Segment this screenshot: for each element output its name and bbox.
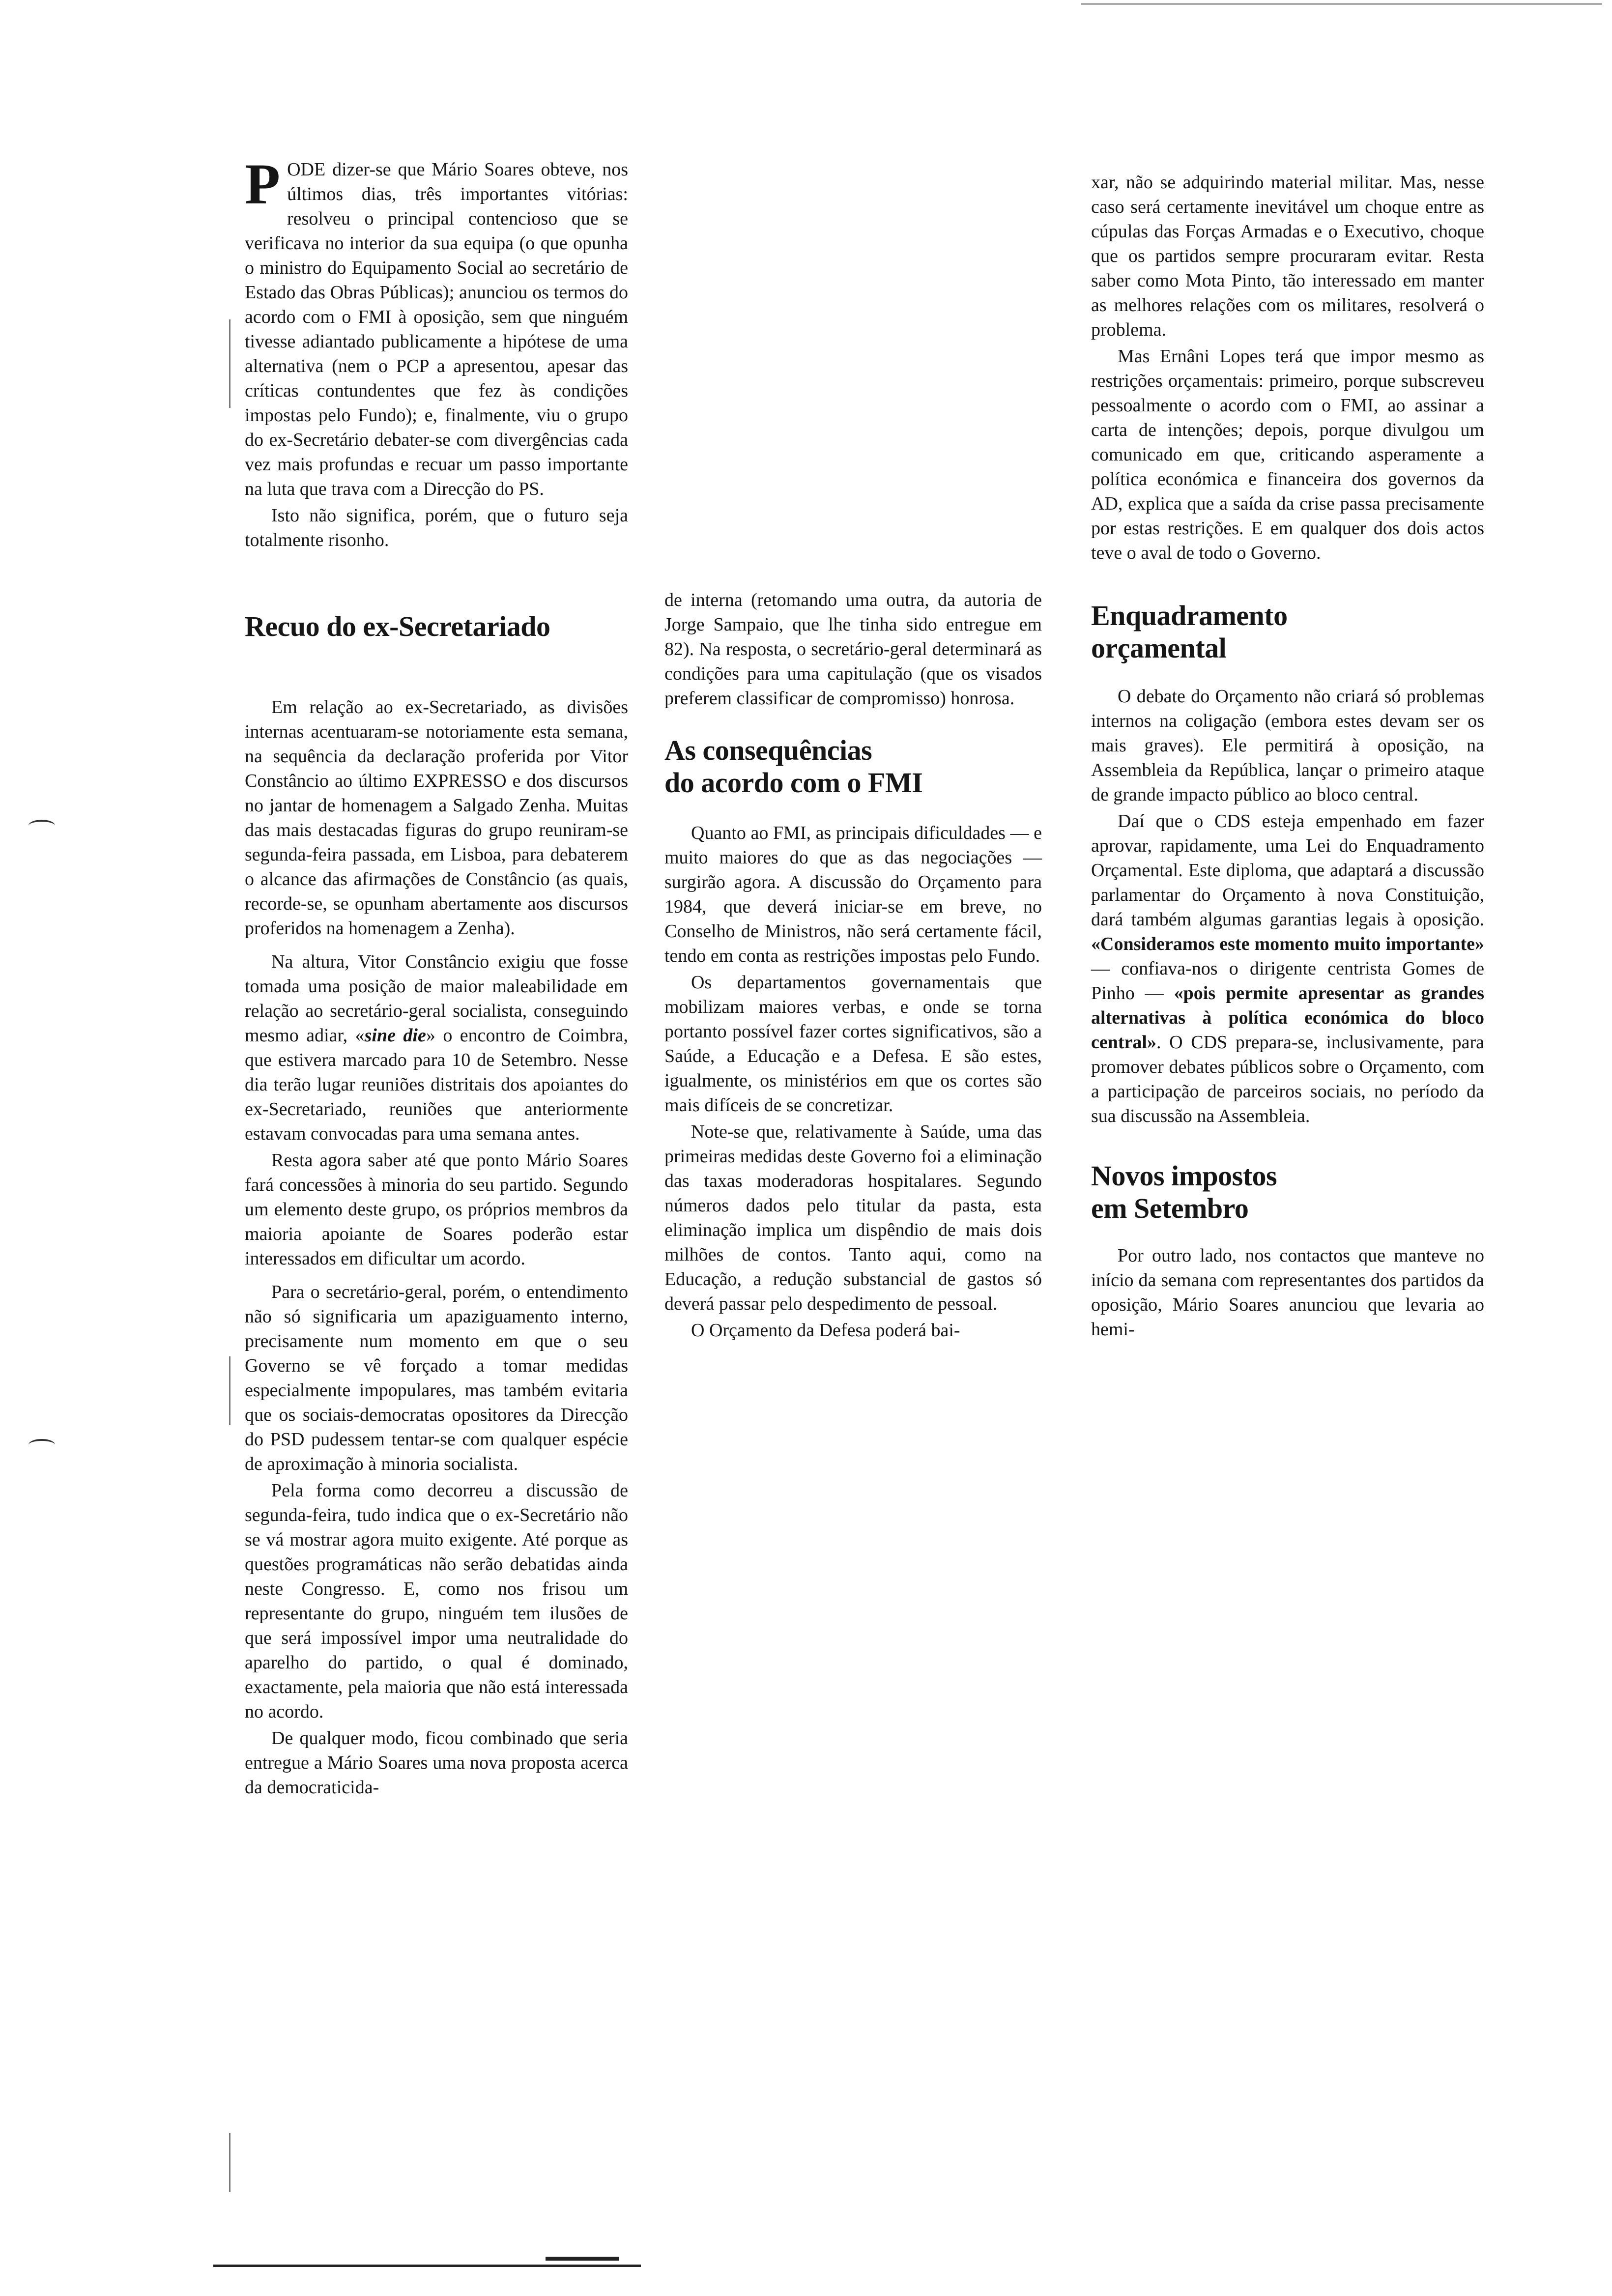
paragraph: O Orçamento da Defesa poderá bai- bbox=[691, 1320, 960, 1341]
margin-mark-1 bbox=[29, 820, 55, 832]
paragraph: Note-se que, relativamente à Saúde, uma das primeiras medidas deste Governo foi a eliminação das taxas moderadoras hospitalares. Segundo números dados pelo titular da pasta, esta eliminação implica um dispêndio de mais dois milhões de contos. Tanto aqui, como na Educação, a redução substancial de gastos só deverá passar pelo despedimento de pessoal. bbox=[664, 1121, 1042, 1314]
section-heading-recuo: Recuo do ex-Secretariado bbox=[245, 610, 550, 642]
column-3 bbox=[1091, 170, 1484, 1342]
paragraph: Mas Ernâni Lopes terá que impor mesmo as restrições orçamentais: primeiro, porque subscreveu pessoalmente o acordo com o FMI, ao assinar a carta de intenções; depois, porque divulgou um comunicado em que, criticando asperamente a política económica e financeira dos governos da AD, explica que a saída da crise passa precisamente por estas restrições. E em qualquer dos dois actos teve o aval de todo o Governo. bbox=[1091, 346, 1484, 563]
paragraph: Pela forma como decorreu a discussão de segunda-feira, tudo indica que o ex-Secretário não se vá mostrar agora muito exigente. Até porque as questões programáticas não serão debatidas ainda neste Congresso. E, como nos frisou um representante do grupo, ninguém tem ilusões de que será impossível impor uma neutralidade do aparelho do partido, o qual é dominado, exactamente, pela maioria que não está interessada no acordo. bbox=[245, 1480, 628, 1722]
paragraph: Por outro lado, nos contactos que manteve no início da semana com representantes dos partidos da oposição, Mário Soares anunciou que levaria ao hemi- bbox=[1091, 1245, 1484, 1340]
paragraph: O debate do Orçamento não criará só problemas internos na coligação (embora estes devam ser os mais graves). Ele permitirá à oposição, na Assembleia da República, lançar o primeiro ataque de grande impacto público ao bloco central. bbox=[1091, 686, 1484, 805]
column-2 bbox=[664, 588, 1042, 1343]
paragraph: xar, não se adquirindo material militar. Mas, nesse caso será certamente inevitável um choque entre as cúpulas das Forças Armadas e o Executivo, choque que os partidos sempre procuraram evitar. Resta saber como Mota Pinto, tão interessado em manter as melhores relações com os militares, resolverá o problema. bbox=[1091, 172, 1484, 340]
margin-bar-3 bbox=[229, 2133, 230, 2192]
top-rule bbox=[1081, 3, 1602, 5]
drop-cap: P bbox=[245, 152, 281, 216]
paragraph bbox=[1091, 809, 1484, 1128]
column-1-footer-rule bbox=[213, 2265, 641, 2267]
section-heading-impostos bbox=[1091, 1160, 1484, 1225]
intro-text: ODE dizer-se que Mário Soares obteve, nos últimos dias, três importantes vitórias: resolveu o principal contencioso que se verificava no interior da sua equipa (o que opunha o ministro do Equipamento Social ao secretário de Estado das Obras Públicas); anunciou os termos do acordo com o FMI à oposição, sem que ninguém tivesse adiantado publicamente a hipótese de uma alternativa (nem o PCP a apresentou, apesar das críticas contundentes que fez às condições impostas pelo Fundo); e, finalmente, viu o grupo do ex-Secretário debater-se com divergências cada vez mais profundas e recuar um passo importante na luta que trava com a Direcção do PS. bbox=[245, 159, 628, 499]
heading-line: Novos impostos bbox=[1091, 1160, 1277, 1192]
heading-line: em Setembro bbox=[1091, 1192, 1249, 1224]
paragraph: Em relação ao ex-Secretariado, as divisões internas acentuaram-se notoriamente esta semana, na sequência da declaração proferida por Vitor Constâncio ao último EXPRESSO e dos discursos no jantar de homenagem a Salgado Zenha. Muitas das mais destacadas figuras do grupo reuniram-se segunda-feira passada, em Lisboa, para debaterem o alcance das afirmações de Constâncio (as quais, recorde-se, se opunham abertamente aos discursos proferidos na homenagem a Zenha). bbox=[245, 697, 628, 939]
paragraph: De qualquer modo, ficou combinado que seria entregue a Mário Soares uma nova proposta acerca da democraticida- bbox=[245, 1728, 628, 1798]
paragraph: de interna (retomando uma outra, da autoria de Jorge Sampaio, que lhe tinha sido entregue em 82). Na resposta, o secretário-geral determinará as condições para uma capitulação (que os visados preferem classificar de compromisso) honrosa. bbox=[664, 590, 1042, 709]
heading-line: Enquadramento bbox=[1091, 600, 1288, 631]
margin-mark-2 bbox=[29, 1439, 55, 1451]
margin-bar-1 bbox=[229, 319, 230, 408]
paragraph: Os departamentos governamentais que mobilizam maiores verbas, e onde se torna portanto possível fazer cortes significativos, são a Saúde, a Educação e a Defesa. E são estes, igualmente, os ministérios em que os cortes são mais difíceis de se concretizar. bbox=[664, 972, 1042, 1116]
quote-bold: «Consideramos este momento muito importante» bbox=[1091, 934, 1484, 954]
paragraph: Para o secretário-geral, porém, o entendimento não só significaria um apaziguamento interno, precisamente num momento em que o seu Governo se vê forçado a tomar medidas especialmente impopulares, mas também evitaria que os sociais-democratas opositores da Direcção do PSD pudessem tentar-se com qualquer espécie de aproximação à minoria socialista. bbox=[245, 1282, 628, 1474]
paragraph: Resta agora saber até que ponto Mário Soares fará concessões à minoria do seu partido. Segundo um elemento deste grupo, os próprios membros da maioria apoiante de Soares poderão estar interessados em dificultar um acordo. bbox=[245, 1150, 628, 1269]
intro-paragraph bbox=[245, 152, 628, 501]
paragraph: Quanto ao FMI, as principais dificuldades — e muito maiores do que as das negociações — surgirão agora. A discussão do Orçamento para 1984, que deverá iniciar-se em breve, no Conselho de Ministros, não será certamente fácil, tendo em conta as restrições impostas pelo Fundo. bbox=[664, 823, 1042, 966]
text-run: — confiava-nos o dirigente centrista Gomes de Pinho — bbox=[1091, 958, 1484, 1004]
heading-line: As consequências bbox=[664, 734, 872, 766]
margin-bar-2 bbox=[229, 1356, 230, 1425]
heading-line: do acordo com o FMI bbox=[664, 767, 923, 799]
section-heading-fmi bbox=[664, 734, 1042, 799]
text-run: » o encontro de Coimbra, que estivera marcado para 10 de Setembro. Nesse dia terão lugar reuniões distritais dos apoiantes do ex-Secretariado, reuniões que anteriormente estavam convocadas para uma semana antes. bbox=[245, 1025, 628, 1144]
heading-line: orçamental bbox=[1091, 632, 1227, 664]
quote-bold: «pois permite apresentar as grandes alternativas à política económica do bloco central» bbox=[1091, 983, 1484, 1053]
column-1-footer-rule-thick bbox=[546, 2257, 619, 2261]
column-1 bbox=[245, 152, 628, 1800]
emphasis-text: sine die bbox=[364, 1025, 426, 1046]
paragraph bbox=[245, 949, 628, 1146]
section-heading-enquadramento bbox=[1091, 600, 1484, 664]
paragraph: Isto não significa, porém, que o futuro seja totalmente risonho. bbox=[245, 505, 628, 550]
text-run: . O CDS prepara-se, inclusivamente, para promover debates públicos sobre o Orçamento, com a participação de parceiros sociais, no período da sua discussão na Assembleia. bbox=[1091, 1032, 1484, 1126]
text-run: Na altura, Vitor Constâncio exigiu que fosse tomada uma posição de maior maleabilidade em relação ao secretário-geral socialista, conseguindo mesmo adiar, « bbox=[245, 951, 628, 1046]
text-run: Daí que o CDS esteja empenhado em fazer aprovar, rapidamente, uma Lei do Enquadramento Orçamental. Este diploma, que adaptará a discussão parlamentar do Orçamento à nova Constituição, dará também algumas garantias legais à oposição. bbox=[1091, 811, 1484, 930]
